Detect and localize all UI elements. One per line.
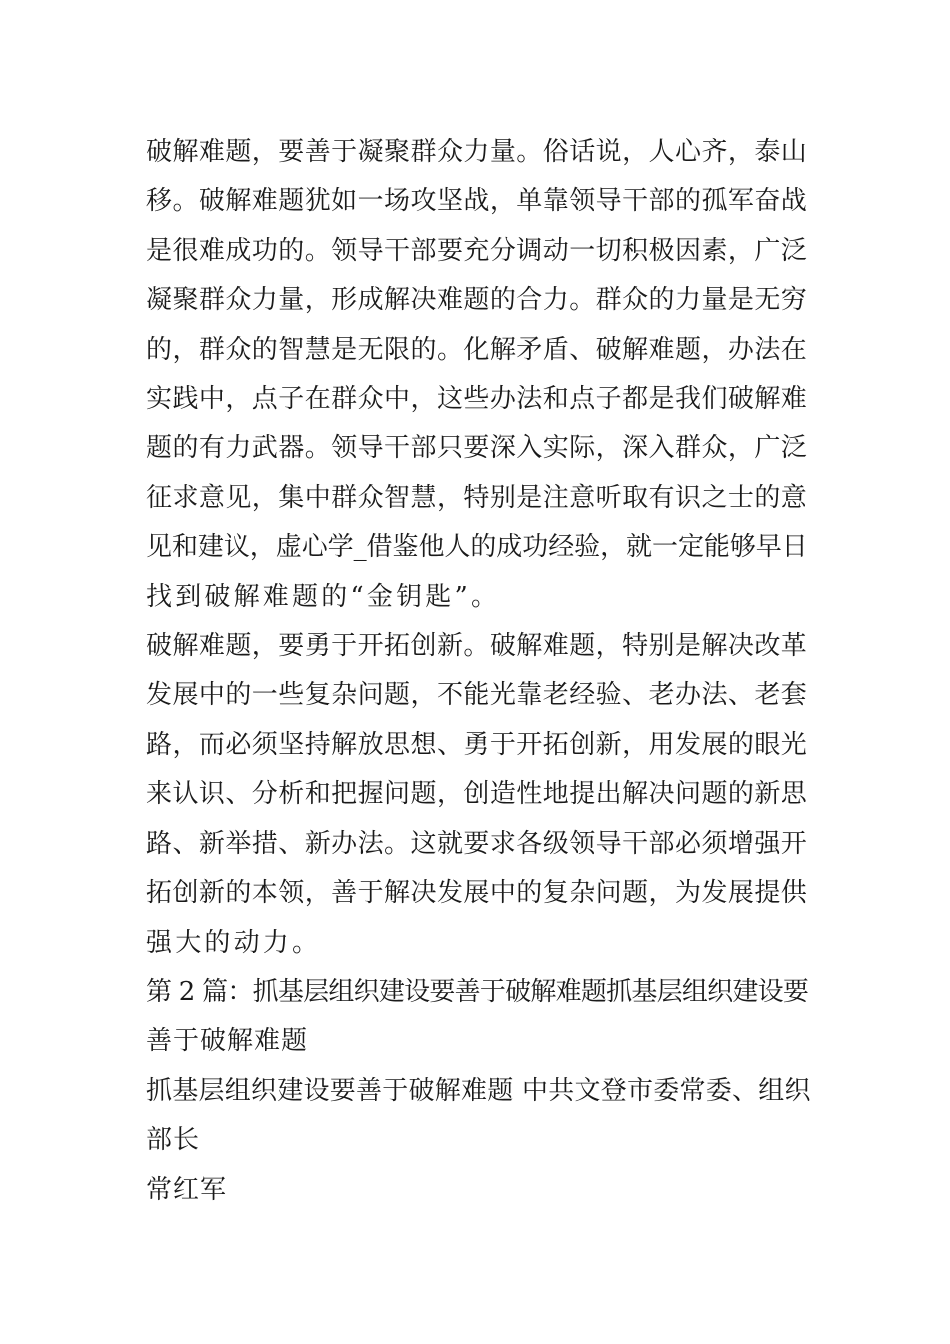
text-line: 是很难成功的。领导干部要充分调动一切积极因素，广泛	[146, 235, 808, 266]
text-line: 路，而必须坚持解放思想、勇于开拓创新，用发展的眼光	[146, 729, 808, 760]
paragraph-unite-masses	[146, 128, 811, 622]
text-line: 见和建议，虚心学_借鉴他人的成功经验，就一定能够早日	[146, 532, 808, 563]
text-line: 的，群众的智慧是无限的。化解矛盾、破解难题，办法在	[146, 334, 808, 365]
paragraph-innovation	[146, 622, 811, 968]
text-line: 拓创新的本领，善于解决发展中的复杂问题，为发展提供	[146, 878, 808, 909]
title-line: 部长	[146, 1125, 201, 1156]
text-line: 路、新举措、新办法。这就要求各级领导干部必须增强开	[146, 828, 808, 859]
text-line: 破解难题，要善于凝聚群众力量。俗话说，人心齐，泰山	[146, 137, 808, 167]
text-line: 凝聚群众力量，形成解决难题的合力。群众的力量是无穷	[146, 285, 808, 316]
text-line: 移。破解难题犹如一场攻坚战，单靠领导干部的孤军奋战	[146, 186, 808, 217]
text-line: 发展中的一些复杂问题，不能光靠老经验、老办法、老套	[146, 680, 808, 711]
document-body	[146, 128, 811, 1215]
author-name	[146, 1166, 811, 1215]
text-line: 破解难题，要勇于开拓创新。破解难题，特别是解决改革	[146, 631, 808, 662]
article-title	[146, 1067, 811, 1166]
text-line: 实践中，点子在群众中，这些办法和点子都是我们破解难	[146, 384, 808, 415]
heading-line: 善于破解难题	[146, 1026, 309, 1057]
text-line: 强大的动力。	[146, 927, 322, 958]
text-line: 征求意见，集中群众智慧，特别是注意听取有识之士的意	[146, 482, 808, 513]
title-line: 抓基层组织建设要善于破解难题 中共文登市委常委、组织	[146, 1075, 811, 1106]
text-line: 找到破解难题的“金钥匙”。	[146, 581, 501, 612]
author-line: 常红军	[146, 1174, 228, 1205]
heading-line: 第 2 篇：抓基层组织建设要善于破解难题抓基层组织建设要	[146, 976, 809, 1007]
text-line: 题的有力武器。领导干部只要深入实际，深入群众，广泛	[146, 433, 808, 464]
section-heading	[146, 968, 811, 1067]
text-line: 来认识、分析和把握问题，创造性地提出解决问题的新思	[146, 779, 808, 810]
